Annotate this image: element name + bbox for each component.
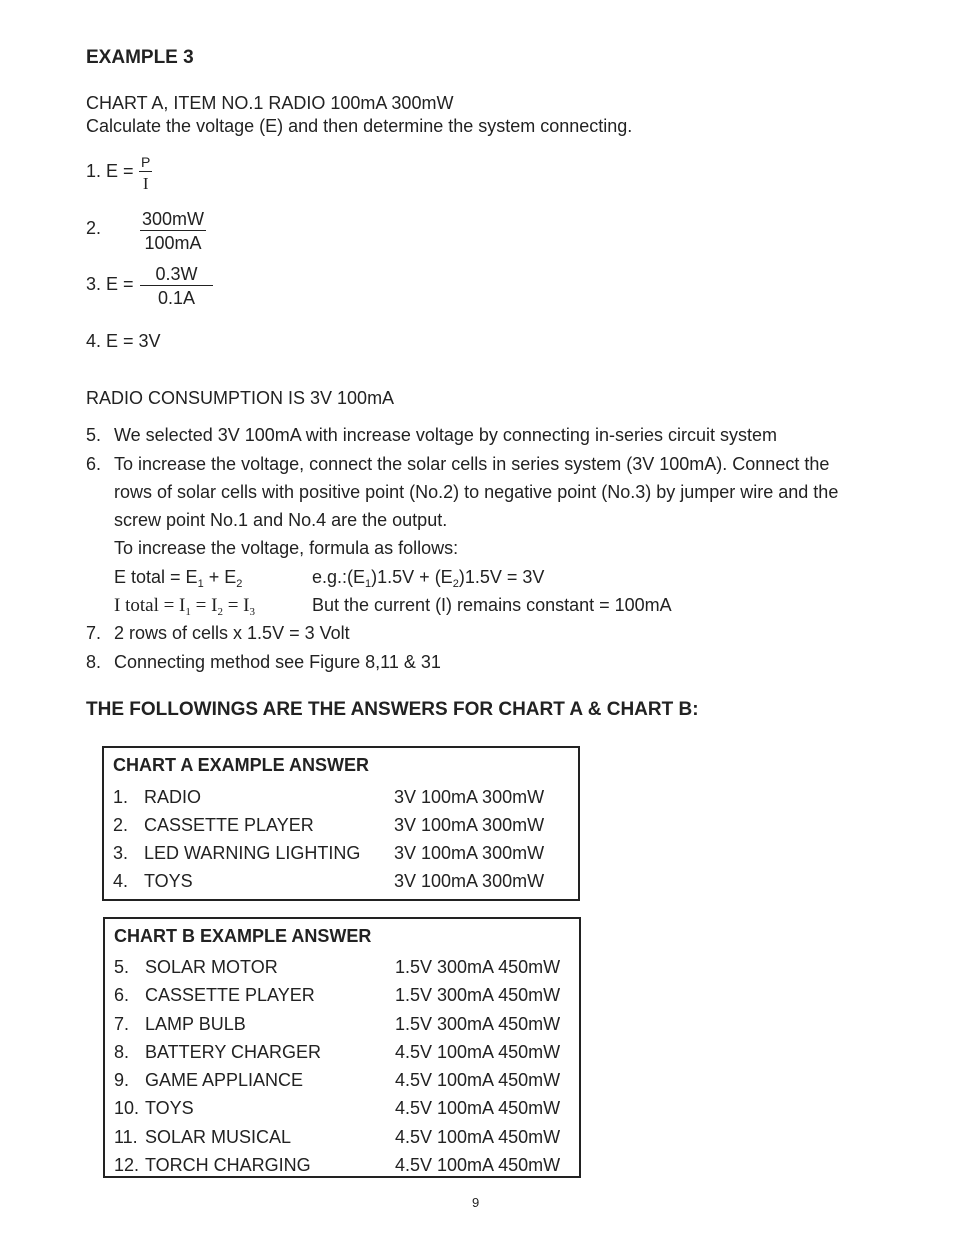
step-3-numerator: 0.3W xyxy=(140,265,213,286)
chart-b-title: CHART B EXAMPLE ANSWER xyxy=(114,926,372,946)
row-number: 7. xyxy=(114,1014,130,1034)
row-item: TORCH CHARGING xyxy=(145,1155,311,1175)
row-number: 3. xyxy=(113,843,129,863)
list-item-6-line-1: To increase the voltage, connect the solar cells in series system (3V 100mA). Connect the xyxy=(114,454,830,474)
formula-i-note: But the current (I) remains constant = 100mA xyxy=(312,595,672,615)
row-item: TOYS xyxy=(144,871,193,891)
list-item-5-number: 5. xyxy=(86,425,102,445)
step-2-label: 2. xyxy=(86,218,102,238)
step-1-fraction xyxy=(139,155,152,192)
row-number: 4. xyxy=(113,871,129,891)
radio-consumption: RADIO CONSUMPTION IS 3V 100mA xyxy=(86,388,395,408)
row-item: SOLAR MOTOR xyxy=(145,957,278,977)
row-number: 5. xyxy=(114,957,130,977)
row-item: RADIO xyxy=(144,787,202,807)
row-number: 1. xyxy=(113,787,129,807)
row-value: 1.5V 300mA 450mW xyxy=(395,957,561,977)
page-number: 9 xyxy=(472,1195,480,1210)
step-2-fraction xyxy=(140,210,206,252)
row-item: LED WARNING LIGHTING xyxy=(144,843,361,863)
intro-line-1: CHART A, ITEM NO.1 RADIO 100mA 300mW xyxy=(86,93,454,113)
step-3-fraction xyxy=(140,265,213,307)
chart-a-title: CHART A EXAMPLE ANSWER xyxy=(113,755,369,775)
row-item: LAMP BULB xyxy=(145,1014,246,1034)
formula-e-total: E total = $E_1 + E_2$ xyxy=(114,567,243,590)
row-value: 3V 100mA 300mW xyxy=(394,871,545,891)
step-3-label: 3. E = xyxy=(86,274,134,294)
step-4-result: 4. E = 3V xyxy=(86,331,161,351)
row-value: 1.5V 300mA 450mW xyxy=(395,985,561,1005)
step-2-denominator: 100mA xyxy=(144,233,202,253)
list-item-6-line-4: To increase the voltage, formula as follows: xyxy=(114,538,459,558)
step-2-numerator: 300mW xyxy=(142,209,205,229)
list-item-7-text: 2 rows of cells x 1.5V = 3 Volt xyxy=(114,623,350,643)
step-1-denominator: I xyxy=(142,174,149,193)
row-value: 4.5V 100mA 450mW xyxy=(395,1127,561,1147)
row-value: 3V 100mA 300mW xyxy=(394,843,545,863)
row-value: 3V 100mA 300mW xyxy=(394,787,545,807)
row-number: 12. xyxy=(114,1155,140,1175)
row-number: 2. xyxy=(113,815,129,835)
row-value: 4.5V 100mA 450mW xyxy=(395,1070,561,1090)
row-value: 4.5V 100mA 450mW xyxy=(395,1155,561,1175)
row-value: 4.5V 100mA 450mW xyxy=(395,1098,561,1118)
list-item-6-line-3: screw point No.1 and No.4 are the output. xyxy=(114,510,448,530)
formula-e-example: $e.g.:(E_1)1.5V + (E_2)1.5V = 3V$ xyxy=(312,567,545,590)
row-item: SOLAR MUSICAL xyxy=(145,1127,292,1147)
list-item-5-text: We selected 3V 100mA with increase voltage by connecting in-series circuit system xyxy=(114,425,777,445)
chart-b-answer-box xyxy=(103,917,581,1178)
row-item: TOYS xyxy=(145,1098,194,1118)
step-1-label: 1. E = xyxy=(86,161,134,181)
row-number: 11. xyxy=(114,1127,138,1147)
list-item-8-number: 8. xyxy=(86,652,102,672)
chart-a-answer-box xyxy=(102,746,580,901)
row-number: 9. xyxy=(114,1070,130,1090)
row-value: 1.5V 300mA 450mW xyxy=(395,1014,561,1034)
list-item-7-number: 7. xyxy=(86,623,102,643)
row-item: CASSETTE PLAYER xyxy=(145,985,315,1005)
row-item: GAME APPLIANCE xyxy=(145,1070,304,1090)
formula-i-total: I total = $I_1 = I_2 = I_3$ xyxy=(114,595,255,618)
row-number: 10. xyxy=(114,1098,140,1118)
row-item: BATTERY CHARGER xyxy=(145,1042,322,1062)
intro-line-2: Calculate the voltage (E) and then determine the system connecting. xyxy=(86,116,633,136)
answers-heading: THE FOLLOWINGS ARE THE ANSWERS FOR CHART A & CHART B: xyxy=(86,699,699,720)
step-1-numerator: P xyxy=(141,154,151,170)
row-value: 3V 100mA 300mW xyxy=(394,815,545,835)
row-value: 4.5V 100mA 450mW xyxy=(395,1042,561,1062)
step-3-denominator: 0.1A xyxy=(157,288,196,308)
row-number: 6. xyxy=(114,985,130,1005)
row-number: 8. xyxy=(114,1042,130,1062)
list-item-6-number: 6. xyxy=(86,454,102,474)
list-item-8-text: Connecting method see Figure 8,11 & 31 xyxy=(114,652,441,672)
page-heading: EXAMPLE 3 xyxy=(86,47,194,68)
row-item: CASSETTE PLAYER xyxy=(144,815,314,835)
list-item-6-line-2: rows of solar cells with positive point (No.2) to negative point (No.3) by jumper wire and the xyxy=(114,482,839,502)
